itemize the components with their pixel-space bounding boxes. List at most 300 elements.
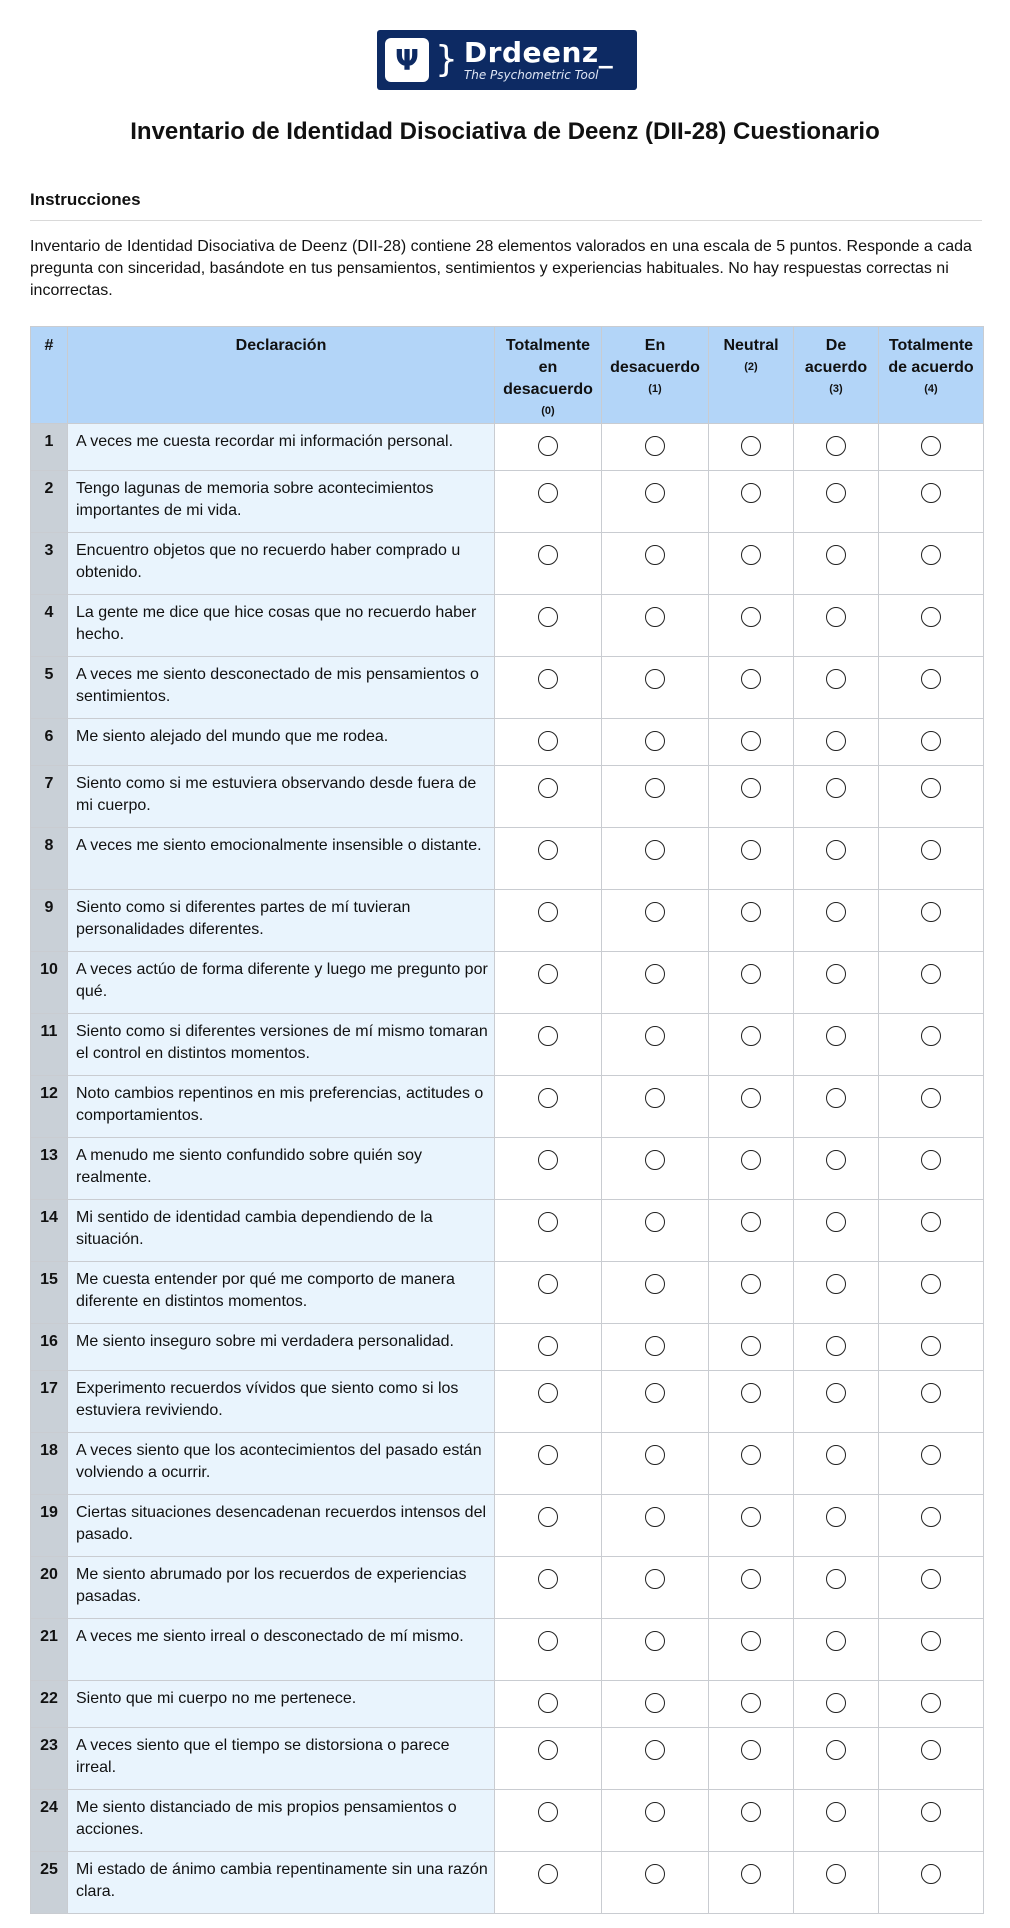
radio-option-4[interactable]	[921, 902, 941, 922]
option-cell-4	[879, 595, 984, 657]
radio-option-2[interactable]	[741, 1383, 761, 1403]
option-cell-4	[879, 657, 984, 719]
option-cell-3	[794, 1371, 879, 1433]
radio-option-3[interactable]	[826, 731, 846, 751]
option-cell-2	[709, 1852, 794, 1914]
radio-option-4[interactable]	[921, 1507, 941, 1527]
option-cell-4	[879, 1681, 984, 1728]
radio-option-4[interactable]	[921, 1693, 941, 1713]
radio-option-4[interactable]	[921, 545, 941, 565]
option-cell-0	[495, 1495, 602, 1557]
radio-option-4[interactable]	[921, 1088, 941, 1108]
radio-option-4[interactable]	[921, 964, 941, 984]
radio-option-0[interactable]	[538, 1740, 558, 1760]
option-cell-0	[495, 471, 602, 533]
radio-option-0[interactable]	[538, 1274, 558, 1294]
option-value: (2)	[744, 361, 758, 373]
row-number: 3	[31, 533, 68, 595]
radio-option-2[interactable]	[741, 1693, 761, 1713]
row-statement: A menudo me siento confundido sobre quién soy realmente.	[68, 1138, 495, 1200]
radio-option-3[interactable]	[826, 1088, 846, 1108]
row-number: 18	[31, 1433, 68, 1495]
row-number: 23	[31, 1728, 68, 1790]
row-number: 25	[31, 1852, 68, 1914]
option-cell-3	[794, 1324, 879, 1371]
radio-option-4[interactable]	[921, 1631, 941, 1651]
row-number: 14	[31, 1200, 68, 1262]
column-header-option-2	[709, 327, 794, 424]
radio-option-4[interactable]	[921, 1445, 941, 1465]
radio-option-0[interactable]	[538, 483, 558, 503]
radio-option-2[interactable]	[741, 1864, 761, 1884]
radio-option-3[interactable]	[826, 1693, 846, 1713]
radio-option-4[interactable]	[921, 1864, 941, 1884]
radio-option-2[interactable]	[741, 1631, 761, 1651]
column-header-statement: Declaración	[68, 327, 495, 424]
radio-option-2[interactable]	[741, 1740, 761, 1760]
radio-option-2[interactable]	[741, 840, 761, 860]
option-cell-0	[495, 1200, 602, 1262]
table-row	[31, 766, 984, 828]
row-statement: Noto cambios repentinos en mis preferencias, actitudes o comportamientos.	[68, 1076, 495, 1138]
radio-option-3[interactable]	[826, 1507, 846, 1527]
radio-option-4[interactable]	[921, 1212, 941, 1232]
radio-option-4[interactable]	[921, 778, 941, 798]
radio-option-1[interactable]	[645, 545, 665, 565]
radio-option-3[interactable]	[826, 669, 846, 689]
row-statement: Me cuesta entender por qué me comporto de manera diferente en distintos momentos.	[68, 1262, 495, 1324]
table-row	[31, 1324, 984, 1371]
radio-option-3[interactable]	[826, 840, 846, 860]
radio-option-0[interactable]	[538, 731, 558, 751]
option-cell-0	[495, 1852, 602, 1914]
table-row	[31, 1138, 984, 1200]
radio-option-1[interactable]	[645, 1274, 665, 1294]
table-row	[31, 657, 984, 719]
radio-option-3[interactable]	[826, 1336, 846, 1356]
radio-option-0[interactable]	[538, 1507, 558, 1527]
row-statement: Me siento inseguro sobre mi verdadera personalidad.	[68, 1324, 495, 1371]
radio-option-1[interactable]	[645, 1693, 665, 1713]
row-statement: Siento como si me estuviera observando desde fuera de mi cuerpo.	[68, 766, 495, 828]
radio-option-4[interactable]	[921, 731, 941, 751]
radio-option-4[interactable]	[921, 1026, 941, 1046]
option-label: Totalmente en desacuerdo	[503, 337, 593, 398]
option-cell-2	[709, 595, 794, 657]
option-cell-3	[794, 1014, 879, 1076]
table-row	[31, 471, 984, 533]
option-cell-1	[602, 424, 709, 471]
radio-option-2[interactable]	[741, 1212, 761, 1232]
brand-logo	[377, 30, 637, 90]
radio-option-3[interactable]	[826, 1631, 846, 1651]
option-value: (0)	[541, 405, 555, 417]
column-header-option-4	[879, 327, 984, 424]
row-number: 16	[31, 1324, 68, 1371]
radio-option-0[interactable]	[538, 778, 558, 798]
row-number: 10	[31, 952, 68, 1014]
row-number: 1	[31, 424, 68, 471]
radio-option-3[interactable]	[826, 1569, 846, 1589]
radio-option-0[interactable]	[538, 1383, 558, 1403]
option-cell-2	[709, 1790, 794, 1852]
radio-option-2[interactable]	[741, 1026, 761, 1046]
instructions-text: Inventario de Identidad Disociativa de Deenz (DII-28) contiene 28 elementos valorados en una escala de 5 puntos. Responde a cada pregunta con sinceridad, basándote en tus pensamientos, sentimientos y experiencias habituales. No hay respuestas correctas ni incorrectas.	[30, 238, 972, 299]
radio-option-1[interactable]	[645, 669, 665, 689]
option-cell-4	[879, 1262, 984, 1324]
radio-option-0[interactable]	[538, 1026, 558, 1046]
radio-option-1[interactable]	[645, 483, 665, 503]
radio-option-4[interactable]	[921, 1740, 941, 1760]
brand-name: Drdeenz_	[463, 36, 614, 69]
radio-option-3[interactable]	[826, 1802, 846, 1822]
instructions-heading: Instrucciones	[30, 190, 141, 209]
option-cell-4	[879, 1324, 984, 1371]
table-body	[31, 424, 984, 1914]
row-statement: A veces siento que el tiempo se distorsiona o parece irreal.	[68, 1728, 495, 1790]
radio-option-2[interactable]	[741, 902, 761, 922]
questionnaire-table	[30, 326, 984, 1914]
radio-option-0[interactable]	[538, 902, 558, 922]
row-number: 7	[31, 766, 68, 828]
option-cell-1	[602, 1076, 709, 1138]
option-cell-0	[495, 1790, 602, 1852]
table-row	[31, 828, 984, 890]
option-cell-3	[794, 1728, 879, 1790]
radio-option-1[interactable]	[645, 1445, 665, 1465]
option-cell-1	[602, 1681, 709, 1728]
radio-option-0[interactable]	[538, 1864, 558, 1884]
radio-option-1[interactable]	[645, 964, 665, 984]
page-title: Inventario de Identidad Disociativa de Deenz (DII-28) Cuestionario	[130, 118, 880, 145]
option-cell-2	[709, 471, 794, 533]
row-statement: Me siento distanciado de mis propios pensamientos o acciones.	[68, 1790, 495, 1852]
radio-option-3[interactable]	[826, 545, 846, 565]
radio-option-3[interactable]	[826, 778, 846, 798]
radio-option-1[interactable]	[645, 1507, 665, 1527]
option-cell-3	[794, 1495, 879, 1557]
option-cell-4	[879, 1619, 984, 1681]
option-cell-4	[879, 890, 984, 952]
radio-option-0[interactable]	[538, 1212, 558, 1232]
radio-option-1[interactable]	[645, 1383, 665, 1403]
radio-option-0[interactable]	[538, 964, 558, 984]
option-cell-4	[879, 1852, 984, 1914]
radio-option-3[interactable]	[826, 607, 846, 627]
row-number: 5	[31, 657, 68, 719]
option-cell-1	[602, 533, 709, 595]
radio-option-3[interactable]	[826, 436, 846, 456]
option-cell-1	[602, 595, 709, 657]
radio-option-4[interactable]	[921, 840, 941, 860]
radio-option-0[interactable]	[538, 1336, 558, 1356]
option-cell-0	[495, 1557, 602, 1619]
option-label: Totalmente de acuerdo	[888, 337, 974, 376]
option-cell-0	[495, 1619, 602, 1681]
radio-option-1[interactable]	[645, 1802, 665, 1822]
radio-option-3[interactable]	[826, 483, 846, 503]
row-statement: Experimento recuerdos vívidos que siento como si los estuviera reviviendo.	[68, 1371, 495, 1433]
option-cell-4	[879, 1790, 984, 1852]
option-cell-1	[602, 471, 709, 533]
option-cell-4	[879, 533, 984, 595]
row-number: 19	[31, 1495, 68, 1557]
brand-text	[464, 38, 613, 82]
option-cell-3	[794, 719, 879, 766]
radio-option-0[interactable]	[538, 1150, 558, 1170]
radio-option-2[interactable]	[741, 1088, 761, 1108]
option-cell-2	[709, 533, 794, 595]
option-cell-2	[709, 1619, 794, 1681]
option-cell-1	[602, 1557, 709, 1619]
option-cell-3	[794, 1076, 879, 1138]
radio-option-3[interactable]	[826, 1026, 846, 1046]
option-cell-4	[879, 1138, 984, 1200]
row-number: 21	[31, 1619, 68, 1681]
radio-option-2[interactable]	[741, 483, 761, 503]
option-cell-3	[794, 1852, 879, 1914]
option-cell-4	[879, 1371, 984, 1433]
table-row	[31, 424, 984, 471]
radio-option-2[interactable]	[741, 607, 761, 627]
option-cell-4	[879, 1076, 984, 1138]
radio-option-1[interactable]	[645, 778, 665, 798]
row-statement: Me siento alejado del mundo que me rodea.	[68, 719, 495, 766]
option-cell-1	[602, 1262, 709, 1324]
option-cell-3	[794, 471, 879, 533]
option-cell-1	[602, 1728, 709, 1790]
table-row	[31, 1014, 984, 1076]
option-cell-2	[709, 1138, 794, 1200]
option-cell-2	[709, 1200, 794, 1262]
option-cell-0	[495, 719, 602, 766]
option-cell-2	[709, 952, 794, 1014]
table-row	[31, 890, 984, 952]
radio-option-2[interactable]	[741, 1150, 761, 1170]
radio-option-4[interactable]	[921, 436, 941, 456]
row-statement: La gente me dice que hice cosas que no recuerdo haber hecho.	[68, 595, 495, 657]
radio-option-0[interactable]	[538, 1693, 558, 1713]
table-header-row	[31, 327, 984, 424]
row-statement: A veces me cuesta recordar mi información personal.	[68, 424, 495, 471]
option-cell-2	[709, 1433, 794, 1495]
radio-option-1[interactable]	[645, 1212, 665, 1232]
radio-option-1[interactable]	[645, 607, 665, 627]
radio-option-4[interactable]	[921, 1383, 941, 1403]
radio-option-2[interactable]	[741, 731, 761, 751]
option-cell-0	[495, 1076, 602, 1138]
option-cell-4	[879, 766, 984, 828]
radio-option-1[interactable]	[645, 1864, 665, 1884]
radio-option-2[interactable]	[741, 964, 761, 984]
radio-option-3[interactable]	[826, 1274, 846, 1294]
radio-option-3[interactable]	[826, 902, 846, 922]
column-header-option-0	[495, 327, 602, 424]
option-cell-3	[794, 1433, 879, 1495]
option-cell-2	[709, 1681, 794, 1728]
option-value: (4)	[924, 383, 938, 395]
table-row	[31, 1433, 984, 1495]
radio-option-2[interactable]	[741, 1274, 761, 1294]
option-cell-4	[879, 828, 984, 890]
option-cell-1	[602, 1619, 709, 1681]
option-cell-1	[602, 1324, 709, 1371]
radio-option-2[interactable]	[741, 1445, 761, 1465]
radio-option-4[interactable]	[921, 1150, 941, 1170]
option-cell-3	[794, 1681, 879, 1728]
row-number: 12	[31, 1076, 68, 1138]
table-row	[31, 1076, 984, 1138]
option-cell-0	[495, 1138, 602, 1200]
option-cell-2	[709, 424, 794, 471]
radio-option-3[interactable]	[826, 1383, 846, 1403]
row-number: 20	[31, 1557, 68, 1619]
radio-option-4[interactable]	[921, 669, 941, 689]
option-label: Neutral	[723, 337, 779, 354]
radio-option-0[interactable]	[538, 669, 558, 689]
radio-option-3[interactable]	[826, 1212, 846, 1232]
radio-option-4[interactable]	[921, 1569, 941, 1589]
column-header-option-1	[602, 327, 709, 424]
radio-option-4[interactable]	[921, 1274, 941, 1294]
radio-option-1[interactable]	[645, 1150, 665, 1170]
option-cell-0	[495, 1433, 602, 1495]
radio-option-1[interactable]	[645, 436, 665, 456]
brand-tagline: The Psychometric Tool	[463, 68, 599, 82]
radio-option-4[interactable]	[921, 1802, 941, 1822]
option-cell-3	[794, 424, 879, 471]
option-cell-2	[709, 657, 794, 719]
radio-option-1[interactable]	[645, 1631, 665, 1651]
row-statement: Encuentro objetos que no recuerdo haber comprado u obtenido.	[68, 533, 495, 595]
brace-icon: }	[435, 39, 458, 80]
option-value: (1)	[648, 383, 662, 395]
radio-option-0[interactable]	[538, 840, 558, 860]
radio-option-1[interactable]	[645, 731, 665, 751]
table-row	[31, 595, 984, 657]
row-statement: A veces actúo de forma diferente y luego me pregunto por qué.	[68, 952, 495, 1014]
option-cell-1	[602, 1852, 709, 1914]
table-row	[31, 1557, 984, 1619]
option-label: En desacuerdo	[610, 337, 700, 376]
radio-option-3[interactable]	[826, 1864, 846, 1884]
row-statement: A veces siento que los acontecimientos del pasado están volviendo a ocurrir.	[68, 1433, 495, 1495]
radio-option-0[interactable]	[538, 545, 558, 565]
option-cell-3	[794, 595, 879, 657]
row-number: 2	[31, 471, 68, 533]
option-cell-3	[794, 1557, 879, 1619]
table-row	[31, 1200, 984, 1262]
radio-option-3[interactable]	[826, 1150, 846, 1170]
radio-option-0[interactable]	[538, 1569, 558, 1589]
psi-icon: Ψ	[385, 38, 429, 82]
radio-option-2[interactable]	[741, 545, 761, 565]
radio-option-2[interactable]	[741, 669, 761, 689]
row-number: 6	[31, 719, 68, 766]
row-statement: A veces me siento irreal o desconectado de mí mismo.	[68, 1619, 495, 1681]
radio-option-2[interactable]	[741, 1507, 761, 1527]
option-cell-2	[709, 1495, 794, 1557]
radio-option-2[interactable]	[741, 1802, 761, 1822]
option-cell-4	[879, 1495, 984, 1557]
option-cell-1	[602, 1200, 709, 1262]
row-number: 24	[31, 1790, 68, 1852]
radio-option-4[interactable]	[921, 607, 941, 627]
row-number: 17	[31, 1371, 68, 1433]
radio-option-2[interactable]	[741, 436, 761, 456]
radio-option-1[interactable]	[645, 902, 665, 922]
radio-option-1[interactable]	[645, 1336, 665, 1356]
table-row	[31, 1790, 984, 1852]
row-number: 13	[31, 1138, 68, 1200]
radio-option-0[interactable]	[538, 607, 558, 627]
option-cell-3	[794, 533, 879, 595]
option-cell-1	[602, 1495, 709, 1557]
radio-option-0[interactable]	[538, 1802, 558, 1822]
radio-option-3[interactable]	[826, 1445, 846, 1465]
option-cell-0	[495, 1014, 602, 1076]
option-cell-1	[602, 890, 709, 952]
option-cell-4	[879, 1200, 984, 1262]
option-cell-2	[709, 1014, 794, 1076]
radio-option-2[interactable]	[741, 778, 761, 798]
radio-option-1[interactable]	[645, 1088, 665, 1108]
option-cell-3	[794, 1262, 879, 1324]
radio-option-0[interactable]	[538, 1445, 558, 1465]
option-cell-4	[879, 952, 984, 1014]
radio-option-0[interactable]	[538, 436, 558, 456]
row-number: 4	[31, 595, 68, 657]
table-row	[31, 1728, 984, 1790]
radio-option-1[interactable]	[645, 1569, 665, 1589]
row-statement: Mi sentido de identidad cambia dependiendo de la situación.	[68, 1200, 495, 1262]
table-row	[31, 1262, 984, 1324]
option-cell-3	[794, 766, 879, 828]
column-header-option-3	[794, 327, 879, 424]
radio-option-0[interactable]	[538, 1631, 558, 1651]
option-cell-1	[602, 828, 709, 890]
option-cell-0	[495, 890, 602, 952]
radio-option-2[interactable]	[741, 1336, 761, 1356]
option-cell-2	[709, 719, 794, 766]
option-cell-2	[709, 1076, 794, 1138]
radio-option-3[interactable]	[826, 1740, 846, 1760]
option-cell-0	[495, 595, 602, 657]
table-row	[31, 1495, 984, 1557]
option-cell-1	[602, 766, 709, 828]
table-row	[31, 1681, 984, 1728]
option-cell-0	[495, 1728, 602, 1790]
radio-option-1[interactable]	[645, 1740, 665, 1760]
option-cell-3	[794, 828, 879, 890]
radio-option-1[interactable]	[645, 840, 665, 860]
row-statement: Me siento abrumado por los recuerdos de experiencias pasadas.	[68, 1557, 495, 1619]
radio-option-4[interactable]	[921, 1336, 941, 1356]
option-cell-0	[495, 1371, 602, 1433]
option-cell-1	[602, 1014, 709, 1076]
option-cell-0	[495, 1324, 602, 1371]
table-row	[31, 1852, 984, 1914]
radio-option-1[interactable]	[645, 1026, 665, 1046]
option-cell-2	[709, 1728, 794, 1790]
radio-option-4[interactable]	[921, 483, 941, 503]
row-statement: Siento que mi cuerpo no me pertenece.	[68, 1681, 495, 1728]
radio-option-0[interactable]	[538, 1088, 558, 1108]
row-number: 22	[31, 1681, 68, 1728]
radio-option-3[interactable]	[826, 964, 846, 984]
option-cell-1	[602, 657, 709, 719]
radio-option-2[interactable]	[741, 1569, 761, 1589]
